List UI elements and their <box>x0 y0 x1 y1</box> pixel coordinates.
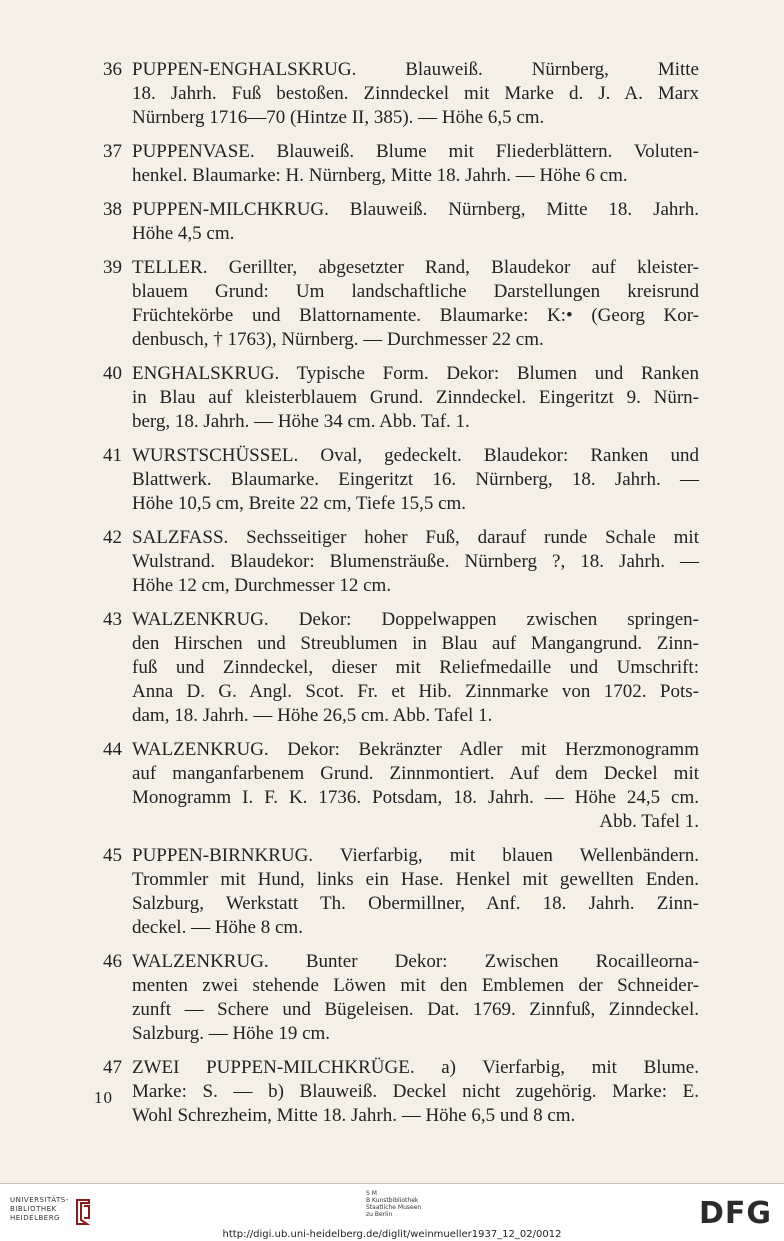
entry-line: Höhe 10,5 cm, Breite 22 cm, Tiefe 15,5 cm. <box>132 493 467 514</box>
viewer-footer <box>0 1184 784 1241</box>
entry-line: Blattwerk. Blaumarke. Eingeritzt 16. Nürnberg, 18. Jahrh. — <box>132 469 699 490</box>
catalog-entry <box>103 198 699 246</box>
catalog-entry <box>103 526 699 598</box>
entry-number: 39 <box>103 257 122 278</box>
entry-text <box>132 844 699 940</box>
library-emblem-icon <box>73 1196 93 1226</box>
entry-text <box>132 444 699 516</box>
university-line-3: HEIDELBERG <box>10 1214 60 1222</box>
catalog-entry <box>103 58 699 130</box>
entry-text <box>132 526 699 598</box>
entry-text <box>132 738 699 834</box>
entry-line: menten zwei stehende Löwen mit den Emblemen der Schneider- <box>132 975 699 996</box>
university-line-1: UNIVERSITÄTS- <box>10 1196 69 1204</box>
catalog-entry <box>103 844 699 940</box>
entry-line: Abb. Tafel 1. <box>599 811 699 832</box>
catalog-entry <box>103 608 699 728</box>
entry-text <box>132 362 699 434</box>
entry-line: Marke: S. — b) Blauweiß. Deckel nicht zugehörig. Marke: E. <box>132 1081 699 1102</box>
catalog-entries <box>103 58 699 1138</box>
entry-number: 41 <box>103 445 122 466</box>
sm-line-4: zu Berlin <box>366 1211 393 1218</box>
entry-line: Salzburg. — Höhe 19 cm. <box>132 1023 331 1044</box>
page-number: 10 <box>94 1088 113 1107</box>
entry-line: dam, 18. Jahrh. — Höhe 26,5 cm. Abb. Tafel 1. <box>132 705 493 726</box>
entry-line: WALZENKRUG. Dekor: Doppelwappen zwischen springen- <box>132 609 699 630</box>
entry-line: in Blau auf kleisterblauem Grund. Zinndeckel. Eingeritzt 9. Nürn- <box>132 387 699 408</box>
entry-text <box>132 256 699 352</box>
entry-number: 43 <box>103 609 122 630</box>
entry-line: Trommler mit Hund, links ein Hase. Henkel mit gewellten Enden. <box>132 869 699 890</box>
entry-number: 37 <box>103 141 122 162</box>
sm-line-1: S M <box>366 1190 377 1197</box>
entry-line: henkel. Blaumarke: H. Nürnberg, Mitte 18. Jahrh. — Höhe 6 cm. <box>132 165 628 186</box>
entry-line: fuß und Zinndeckel, dieser mit Reliefmedaille und Umschrift: <box>132 657 699 678</box>
entry-line: Anna D. G. Angl. Scot. Fr. et Hib. Zinnmarke von 1702. Pots- <box>132 681 699 702</box>
entry-line: PUPPEN-ENGHALSKRUG. Blauweiß. Nürnberg, Mitte <box>132 59 699 80</box>
entry-line: ENGHALSKRUG. Typische Form. Dekor: Blumen und Ranken <box>132 363 699 384</box>
catalog-entry <box>103 738 699 834</box>
staatliche-museen-logo[interactable] <box>366 1190 421 1218</box>
entry-line: denbusch, † 1763), Nürnberg. — Durchmesser 22 cm. <box>132 329 544 350</box>
university-library-name <box>10 1196 69 1223</box>
entry-line: zunft — Schere und Bügeleisen. Dat. 1769. Zinnfuß, Zinndeckel. <box>132 999 699 1020</box>
entry-text <box>132 950 699 1046</box>
entry-line: auf manganfarbenem Grund. Zinnmontiert. Auf dem Deckel mit <box>132 763 699 784</box>
entry-line: Wohl Schrezheim, Mitte 18. Jahrh. — Höhe 6,5 und 8 cm. <box>132 1105 576 1126</box>
entry-line: Salzburg, Werkstatt Th. Obermillner, Anf. 18. Jahrh. Zinn- <box>132 893 699 914</box>
entry-number: 40 <box>103 363 122 384</box>
catalog-entry <box>103 256 699 352</box>
entry-line: WALZENKRUG. Dekor: Bekränzter Adler mit Herzmonogramm <box>132 739 699 760</box>
entry-number: 36 <box>103 59 122 80</box>
entry-line: Monogramm I. F. K. 1736. Potsdam, 18. Jahrh. — Höhe 24,5 cm. <box>132 787 699 808</box>
dfg-logo[interactable]: DFG <box>698 1196 772 1231</box>
entry-line: PUPPEN-BIRNKRUG. Vierfarbig, mit blauen Wellenbändern. <box>132 845 699 866</box>
entry-text <box>132 198 699 246</box>
entry-line: Früchtekörbe und Blattornamente. Blaumarke: K:• (Georg Kor- <box>132 305 699 326</box>
university-line-2: BIBLIOTHEK <box>10 1205 57 1213</box>
entry-line: Höhe 12 cm, Durchmesser 12 cm. <box>132 575 392 596</box>
entry-line: WURSTSCHÜSSEL. Oval, gedeckelt. Blaudekor: Ranken und <box>132 445 699 466</box>
entry-number: 47 <box>103 1057 122 1078</box>
entry-line: PUPPEN-MILCHKRUG. Blauweiß. Nürnberg, Mitte 18. Jahrh. <box>132 199 699 220</box>
entry-line: blauem Grund: Um landschaftliche Darstellungen kreisrund <box>132 281 699 302</box>
catalog-entry <box>103 444 699 516</box>
sm-line-2: B Kunstbibliothek <box>366 1197 419 1204</box>
entry-line: SALZFASS. Sechsseitiger hoher Fuß, darauf runde Schale mit <box>132 527 699 548</box>
entry-number: 42 <box>103 527 122 548</box>
permalink-url[interactable]: http://digi.ub.uni-heidelberg.de/diglit/weinmueller1937_12_02/0012 <box>222 1229 562 1240</box>
entry-number: 46 <box>103 951 122 972</box>
entry-line: Nürnberg 1716—70 (Hintze II, 385). — Höhe 6,5 cm. <box>132 107 545 128</box>
entry-line: 18. Jahrh. Fuß bestoßen. Zinndeckel mit Marke d. J. A. Marx <box>132 83 699 104</box>
entry-line: den Hirschen und Streublumen in Blau auf Mangangrund. Zinn- <box>132 633 699 654</box>
university-library-logo[interactable] <box>10 1196 93 1226</box>
entry-text <box>132 608 699 728</box>
entry-text <box>132 1056 699 1128</box>
entry-line: PUPPENVASE. Blauweiß. Blume mit Fliederblättern. Voluten- <box>132 141 699 162</box>
entry-line: ZWEI PUPPEN-MILCHKRÜGE. a) Vierfarbig, mit Blume. <box>132 1057 699 1078</box>
entry-line: TELLER. Gerillter, abgesetzter Rand, Blaudekor auf kleister- <box>132 257 699 278</box>
catalog-entry <box>103 362 699 434</box>
entry-line: Höhe 4,5 cm. <box>132 223 235 244</box>
catalog-entry <box>103 1056 699 1128</box>
entry-text <box>132 140 699 188</box>
entry-number: 38 <box>103 199 122 220</box>
entry-text <box>132 58 699 130</box>
entry-line: deckel. — Höhe 8 cm. <box>132 917 303 938</box>
entry-line: Wulstrand. Blaudekor: Blumensträuße. Nürnberg ?, 18. Jahrh. — <box>132 551 699 572</box>
catalog-entry <box>103 140 699 188</box>
entry-number: 45 <box>103 845 122 866</box>
entry-number: 44 <box>103 739 122 760</box>
catalog-entry <box>103 950 699 1046</box>
sm-line-3: Staatliche Museen <box>366 1204 422 1211</box>
entry-line: berg, 18. Jahrh. — Höhe 34 cm. Abb. Taf. 1. <box>132 411 470 432</box>
entry-line: WALZENKRUG. Bunter Dekor: Zwischen Rocailleorna- <box>132 951 699 972</box>
